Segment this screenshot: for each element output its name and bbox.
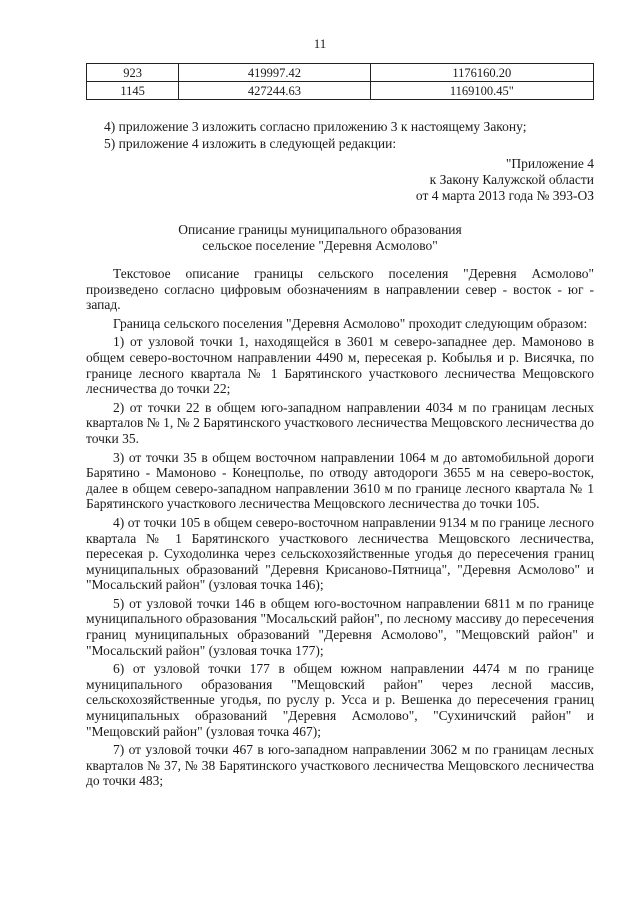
table-row bbox=[87, 82, 594, 100]
appendix-title: "Приложение 4 bbox=[505, 156, 594, 171]
heading-line: сельское поселение "Деревня Асмолово" bbox=[202, 238, 438, 253]
point-number-cell: 1145 bbox=[87, 82, 179, 100]
boundary-description bbox=[86, 266, 594, 792]
appendix-header bbox=[416, 156, 594, 204]
paragraph: 7) от узловой точки 467 в юго-западном направлении 3062 м по границам лесных кварталов № 37, № 38 Барятинского участкового лесничества Мещовского лесничества до точки 483; bbox=[86, 742, 594, 789]
heading-line: Описание границы муниципального образования bbox=[178, 222, 462, 237]
point-number-cell: 923 bbox=[87, 64, 179, 82]
appendix-date: от 4 марта 2013 года № 393-ОЗ bbox=[415, 188, 594, 203]
amendment-item: 5) приложение 4 изложить в следующей редакции: bbox=[104, 136, 397, 151]
amendment-item: 4) приложение 3 изложить согласно приложению 3 к настоящему Закону; bbox=[104, 119, 527, 134]
appendix-law: к Закону Калужской области bbox=[429, 172, 594, 187]
paragraph: 3) от точки 35 в общем восточном направлении 1064 м до автомобильной дороги Барятино - Мамоново - Конецполье, по отводу автодороги 3655 м на северо-восток, далее в общем северо-западном направлении 3610 м по границе лесного квартала № 1 Барятинского участкового лесничества Мещовского лесничества до точки 105. bbox=[86, 449, 594, 512]
x-coordinate-cell: 419997.42 bbox=[179, 64, 370, 82]
paragraph: 6) от узловой точки 177 в общем южном направлении 4474 м по границе муниципального образования "Мещовский район" через лесной массив, сельскохозяйственные угодья, по руслу р. Усса и р. Вешенка до пересечения границ муниципальных образований "Деревня Асмолово", "Сухиничский район" и "Мещовский район" (узловая точка 467); bbox=[86, 661, 594, 739]
page-number: 11 bbox=[313, 36, 327, 51]
coordinates-table bbox=[86, 63, 594, 100]
paragraph: Текстовое описание границы сельского поселения "Деревня Асмолово" произведено согласно цифровым обозначениям в направлении север - восток - юг - запад. bbox=[86, 266, 594, 313]
paragraph: 5) от узловой точки 146 в общем юго-восточном направлении 6811 м по границе муниципального образования "Мосальский район", по лесному массиву до пересечения границ муниципальных образований "Деревня Асмолово", "Мещовский район" и "Мосальский район" (узловая точка 177); bbox=[86, 595, 594, 658]
paragraph: 1) от узловой точки 1, находящейся в 3601 м северо-западнее дер. Мамоново в общем северо-восточном направлении 4490 м, пересекая р. Кобылья и р. Висячка, по границе лесного квартала № 1 Барятинского участкового лесничества Мещовского лесничества до точки 22; bbox=[86, 334, 594, 397]
paragraph: 4) от точки 105 в общем северо-восточном направлении 9134 м по границе лесного квартала № 1 Барятинского участкового лесничества Мещовского лесничества, пересекая р. Суходолинка через сельскохозяйственные угодья до пересечения границ муниципальных образований "Деревня Крисаново-Пятница", "Деревня Асмолово" и "Мосальский район" (узловая точка 146); bbox=[86, 514, 594, 593]
table-row bbox=[87, 64, 594, 82]
y-coordinate-cell: 1169100.45" bbox=[370, 82, 593, 100]
paragraph: Граница сельского поселения "Деревня Асмолово" проходит следующим образом: bbox=[113, 315, 588, 331]
y-coordinate-cell: 1176160.20 bbox=[370, 64, 593, 82]
x-coordinate-cell: 427244.63 bbox=[179, 82, 370, 100]
paragraph: 2) от точки 22 в общем юго-западном направлении 4034 м по границам лесных кварталов № 1, № 2 Барятинского участкового лесничества Мещовского лесничества до точки 35. bbox=[86, 399, 594, 446]
section-heading bbox=[0, 222, 640, 254]
